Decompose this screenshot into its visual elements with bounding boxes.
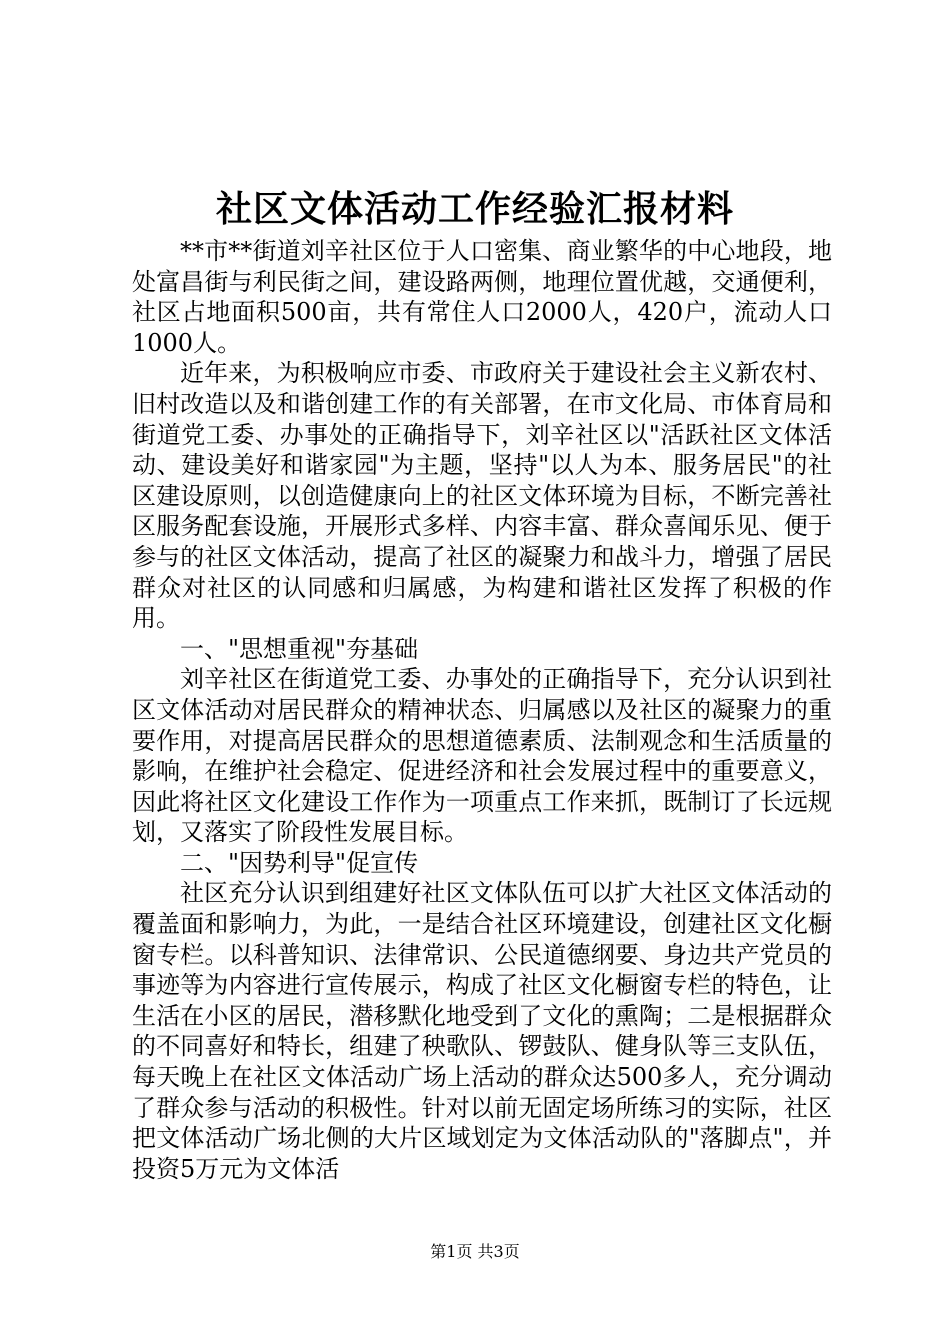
paragraph-intro: **市**街道刘辛社区位于人口密集、商业繁华的中心地段，地处富昌街与利民街之间，建设路两侧，地理位置优越，交通便利，社区占地面积500亩，共有常住人口2000人，420户，流动人口1000人。: [132, 237, 832, 357]
paragraph-background: 近年来，为积极响应市委、市政府关于建设社会主义新农村、旧村改造以及和谐创建工作的有关部署，在市文化局、市体育局和街道党工委、办事处的正确指导下，刘辛社区以"活跃社区文体活动、建设美好和谐家园"为主题，坚持"以人为本、服务居民"的社区建设原则，以创造健康向上的社区文体环境为目标，不断完善社区服务配套设施，开展形式多样、内容丰富、群众喜闻乐见、便于参与的社区文体活动，提高了社区的凝聚力和战斗力，增强了居民群众对社区的认同感和归属感，为构建和谐社区发挥了积极的作用。: [132, 359, 832, 633]
page-footer: 第1页 共3页: [430, 1242, 520, 1261]
paragraph-section-1: 刘辛社区在街道党工委、办事处的正确指导下，充分认识到社区文体活动对居民群众的精神状态、归属感以及社区的凝聚力的重要作用，对提高居民群众的思想道德素质、法制观念和生活质量的影响，在维护社会稳定、促进经济和社会发展过程中的重要意义，因此将社区文化建设工作作为一项重点工作来抓，既制订了长远规划，又落实了阶段性发展目标。: [132, 665, 832, 847]
section-heading-2: 二、"因势利导"促宣传: [180, 848, 419, 877]
document-title: 社区文体活动工作经验汇报材料: [215, 188, 734, 230]
document-body: [132, 236, 832, 1184]
section-heading-1: 一、"思想重视"夯基础: [180, 634, 419, 663]
paragraph-section-2: 社区充分认识到组建好社区文体队伍可以扩大社区文体活动的覆盖面和影响力，为此，一是结合社区环境建设，创建社区文化橱窗专栏。以科普知识、法律常识、公民道德纲要、身边共产党员的事迹等为内容进行宣传展示，构成了社区文化橱窗专栏的特色，让生活在小区的居民，潜移默化地受到了文化的熏陶；二是根据群众的不同喜好和特长，组建了秧歌队、锣鼓队、健身队等三支队伍，每天晚上在社区文体活动广场上活动的群众达500多人，充分调动了群众参与活动的积极性。针对以前无固定场所练习的实际，社区把文体活动广场北侧的大片区域划定为文体活动队的"落脚点"，并投资5万元为文体活: [132, 879, 832, 1183]
